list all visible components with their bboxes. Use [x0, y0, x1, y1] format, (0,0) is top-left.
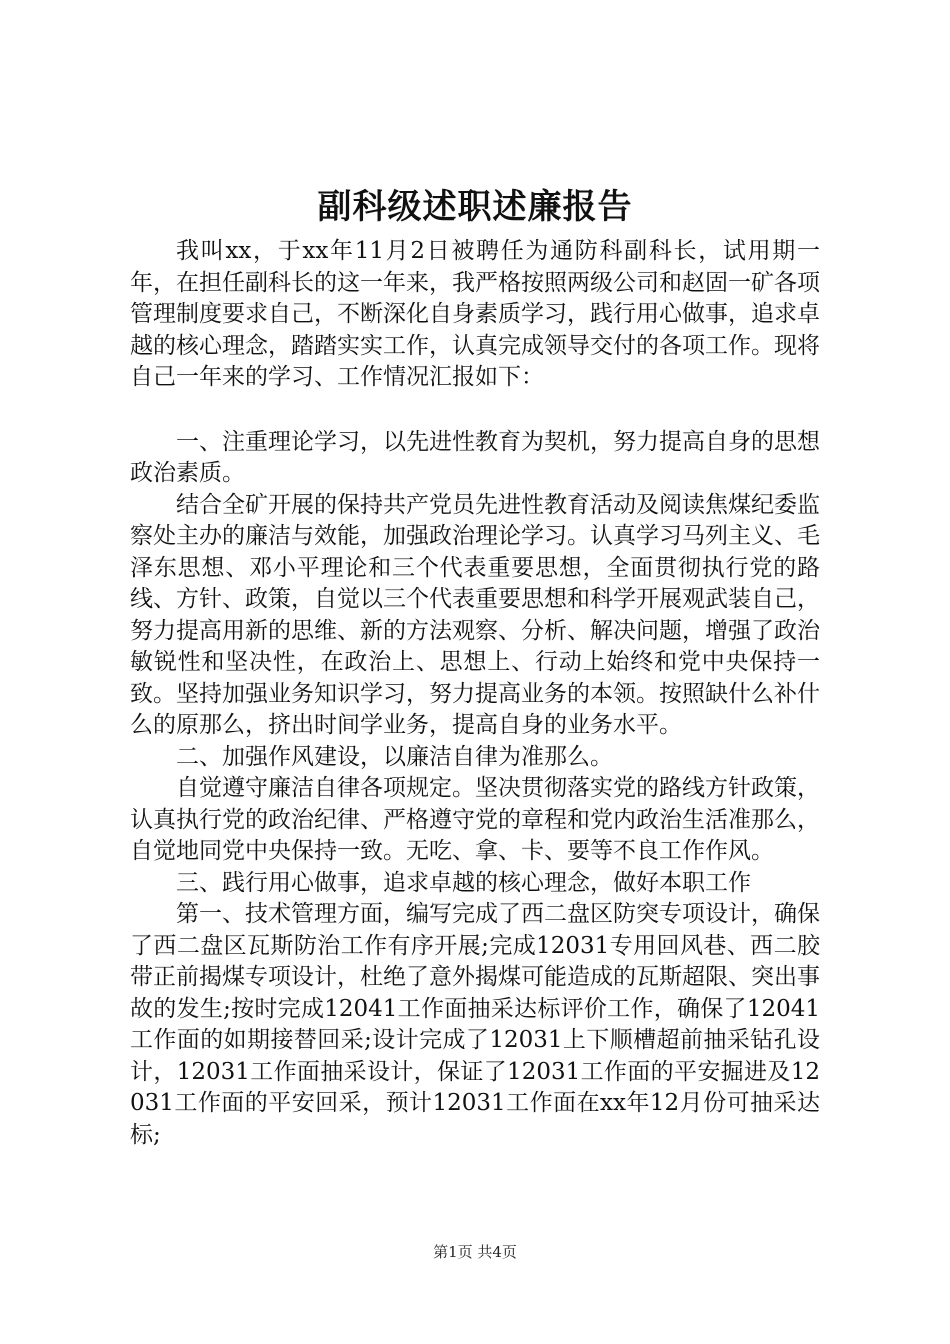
paragraph-heading-3: 三、践行用心做事，追求卓越的核心理念，做好本职工作: [176, 869, 751, 896]
document-body: [130, 236, 820, 1151]
paragraph-theory-study: 结合全矿开展的保持共产党员先进性教育活动及阅读焦煤纪委监察处主办的廉洁与效能，加强政治理论学习。认真学习马列主义、毛泽东思想、邓小平理论和三个代表重要思想，全面贯彻执行党的路线、方针、政策，自觉以三个代表重要思想和科学开展观武装自己，努力提高用新的思维、新的方法观察、分析、解决问题，增强了政治敏锐性和坚决性，在政治上、思想上、行动上始终和党中央保持一致。坚持加强业务知识学习，努力提高业务的本领。按照缺什么补什么的原那么，挤出时间学业务，提高自身的业务水平。: [130, 491, 820, 738]
paragraph-technical-management: 第一、技术管理方面，编写完成了西二盘区防突专项设计，确保了西二盘区瓦斯防治工作有序开展;完成12031专用回风巷、西二胶带正前揭煤专项设计，杜绝了意外揭煤可能造成的瓦斯超限、突出事故的发生;按时完成12041工作面抽采达标评价工作，确保了12041工作面的如期接替回采;设计完成了12031上下顺槽超前抽采钻孔设计，12031工作面抽采设计，保证了12031工作面的平安掘进及12031工作面的平安回采，预计12031工作面在xx年12月份可抽采达标;: [130, 901, 820, 1148]
paragraph-heading-1: 一、注重理论学习，以先进性教育为契机，努力提高自身的思想政治素质。: [130, 428, 820, 486]
page-footer: 第1页 共4页: [433, 1243, 517, 1261]
paragraph-intro: 我叫xx，于xx年11月2日被聘任为通防科副科长，试用期一年，在担任副科长的这一年来，我严格按照两级公司和赵固一矿各项管理制度要求自己，不断深化自身素质学习，践行用心做事，追求卓越的核心理念，踏踏实实工作，认真完成领导交付的各项工作。现将自己一年来的学习、工作情况汇报如下：: [130, 238, 820, 390]
document-title: 副科级述职述廉报告: [317, 187, 633, 227]
paragraph-integrity: 自觉遵守廉洁自律各项规定。坚决贯彻落实党的路线方针政策，认真执行党的政治纪律、严格遵守党的章程和党内政治生活准那么，自觉地同党中央保持一致。无吃、拿、卡、要等不良工作作风。: [130, 775, 820, 864]
paragraph-heading-2: 二、加强作风建设，以廉洁自律为准那么。: [176, 743, 613, 770]
